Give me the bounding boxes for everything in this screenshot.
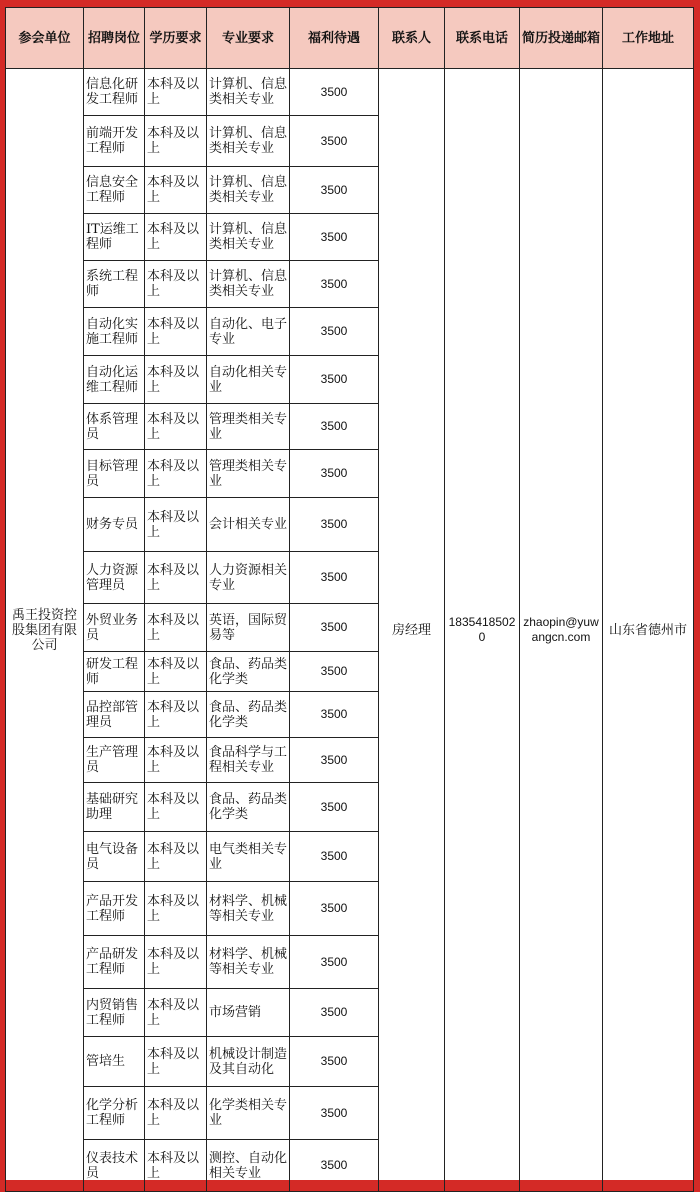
major-cell: 食品、药品类化学类 (207, 652, 290, 692)
major-cell: 自动化、电子专业 (207, 308, 290, 356)
major-cell: 材料学、机械等相关专业 (207, 936, 290, 989)
salary-cell: 3500 (290, 356, 379, 404)
major-cell: 管理类相关专业 (207, 450, 290, 498)
header-phone: 联系电话 (445, 8, 520, 69)
education-cell: 本科及以上 (145, 498, 207, 552)
position-cell: 前端开发工程师 (84, 116, 145, 167)
position-cell: 系统工程师 (84, 261, 145, 308)
education-cell: 本科及以上 (145, 604, 207, 652)
header-major: 专业要求 (207, 8, 290, 69)
education-cell: 本科及以上 (145, 882, 207, 936)
salary-cell: 3500 (290, 308, 379, 356)
education-cell: 本科及以上 (145, 116, 207, 167)
phone-cell: 18354185020 (445, 69, 520, 1192)
position-cell: 产品研发工程师 (84, 936, 145, 989)
salary-cell: 3500 (290, 936, 379, 989)
salary-cell: 3500 (290, 989, 379, 1037)
education-cell: 本科及以上 (145, 989, 207, 1037)
salary-cell: 3500 (290, 69, 379, 116)
salary-cell: 3500 (290, 1037, 379, 1087)
position-cell: 化学分析工程师 (84, 1087, 145, 1140)
header-email: 简历投递邮箱 (520, 8, 603, 69)
major-cell: 化学类相关专业 (207, 1087, 290, 1140)
salary-cell: 3500 (290, 738, 379, 783)
salary-cell: 3500 (290, 261, 379, 308)
salary-cell: 3500 (290, 652, 379, 692)
major-cell: 计算机、信息类相关专业 (207, 214, 290, 261)
salary-cell: 3500 (290, 450, 379, 498)
position-cell: 人力资源管理员 (84, 552, 145, 604)
position-cell: 品控部管理员 (84, 692, 145, 738)
table-row (6, 69, 694, 116)
table-header-row (6, 8, 694, 69)
job-listing-table (5, 7, 694, 1192)
education-cell: 本科及以上 (145, 936, 207, 989)
salary-cell: 3500 (290, 552, 379, 604)
major-cell: 食品、药品类化学类 (207, 783, 290, 832)
position-cell: 研发工程师 (84, 652, 145, 692)
position-cell: 财务专员 (84, 498, 145, 552)
header-company: 参会单位 (6, 8, 84, 69)
table-body (6, 69, 694, 1192)
education-cell: 本科及以上 (145, 308, 207, 356)
position-cell: 体系管理员 (84, 404, 145, 450)
major-cell: 测控、自动化相关专业 (207, 1140, 290, 1192)
position-cell: 仪表技术员 (84, 1140, 145, 1192)
major-cell: 英语，国际贸易等 (207, 604, 290, 652)
major-cell: 食品科学与工程相关专业 (207, 738, 290, 783)
salary-cell: 3500 (290, 882, 379, 936)
company-cell: 禹王投资控股集团有限公司 (6, 69, 84, 1192)
position-cell: 内贸销售工程师 (84, 989, 145, 1037)
salary-cell: 3500 (290, 832, 379, 882)
major-cell: 计算机、信息类相关专业 (207, 167, 290, 214)
education-cell: 本科及以上 (145, 261, 207, 308)
major-cell: 计算机、信息类相关专业 (207, 261, 290, 308)
contact-cell: 房经理 (379, 69, 445, 1192)
position-cell: 产品开发工程师 (84, 882, 145, 936)
salary-cell: 3500 (290, 1140, 379, 1192)
position-cell: 电气设备员 (84, 832, 145, 882)
major-cell: 机械设计制造及其自动化 (207, 1037, 290, 1087)
major-cell: 电气类相关专业 (207, 832, 290, 882)
education-cell: 本科及以上 (145, 69, 207, 116)
education-cell: 本科及以上 (145, 783, 207, 832)
salary-cell: 3500 (290, 167, 379, 214)
education-cell: 本科及以上 (145, 738, 207, 783)
salary-cell: 3500 (290, 404, 379, 450)
education-cell: 本科及以上 (145, 652, 207, 692)
header-contact: 联系人 (379, 8, 445, 69)
header-education: 学历要求 (145, 8, 207, 69)
education-cell: 本科及以上 (145, 404, 207, 450)
header-address: 工作地址 (603, 8, 694, 69)
position-cell: 基础研究助理 (84, 783, 145, 832)
position-cell: IT运维工程师 (84, 214, 145, 261)
salary-cell: 3500 (290, 116, 379, 167)
major-cell: 计算机、信息类相关专业 (207, 116, 290, 167)
education-cell: 本科及以上 (145, 1087, 207, 1140)
position-cell: 外贸业务员 (84, 604, 145, 652)
major-cell: 材料学、机械等相关专业 (207, 882, 290, 936)
education-cell: 本科及以上 (145, 214, 207, 261)
major-cell: 管理类相关专业 (207, 404, 290, 450)
major-cell: 市场营销 (207, 989, 290, 1037)
education-cell: 本科及以上 (145, 356, 207, 404)
address-cell: 山东省德州市 (603, 69, 694, 1192)
education-cell: 本科及以上 (145, 552, 207, 604)
header-salary: 福利待遇 (290, 8, 379, 69)
education-cell: 本科及以上 (145, 1037, 207, 1087)
major-cell: 自动化相关专业 (207, 356, 290, 404)
education-cell: 本科及以上 (145, 1140, 207, 1192)
major-cell: 会计相关专业 (207, 498, 290, 552)
position-cell: 管培生 (84, 1037, 145, 1087)
position-cell: 目标管理员 (84, 450, 145, 498)
job-table-frame (5, 7, 693, 1180)
position-cell: 信息化研发工程师 (84, 69, 145, 116)
position-cell: 生产管理员 (84, 738, 145, 783)
salary-cell: 3500 (290, 604, 379, 652)
major-cell: 计算机、信息类相关专业 (207, 69, 290, 116)
education-cell: 本科及以上 (145, 167, 207, 214)
email-cell: zhaopin@yuwangcn.com (520, 69, 603, 1192)
header-position: 招聘岗位 (84, 8, 145, 69)
education-cell: 本科及以上 (145, 450, 207, 498)
education-cell: 本科及以上 (145, 832, 207, 882)
position-cell: 自动化实施工程师 (84, 308, 145, 356)
salary-cell: 3500 (290, 498, 379, 552)
position-cell: 信息安全工程师 (84, 167, 145, 214)
education-cell: 本科及以上 (145, 692, 207, 738)
position-cell: 自动化运维工程师 (84, 356, 145, 404)
major-cell: 人力资源相关专业 (207, 552, 290, 604)
major-cell: 食品、药品类化学类 (207, 692, 290, 738)
salary-cell: 3500 (290, 783, 379, 832)
salary-cell: 3500 (290, 692, 379, 738)
salary-cell: 3500 (290, 214, 379, 261)
salary-cell: 3500 (290, 1087, 379, 1140)
